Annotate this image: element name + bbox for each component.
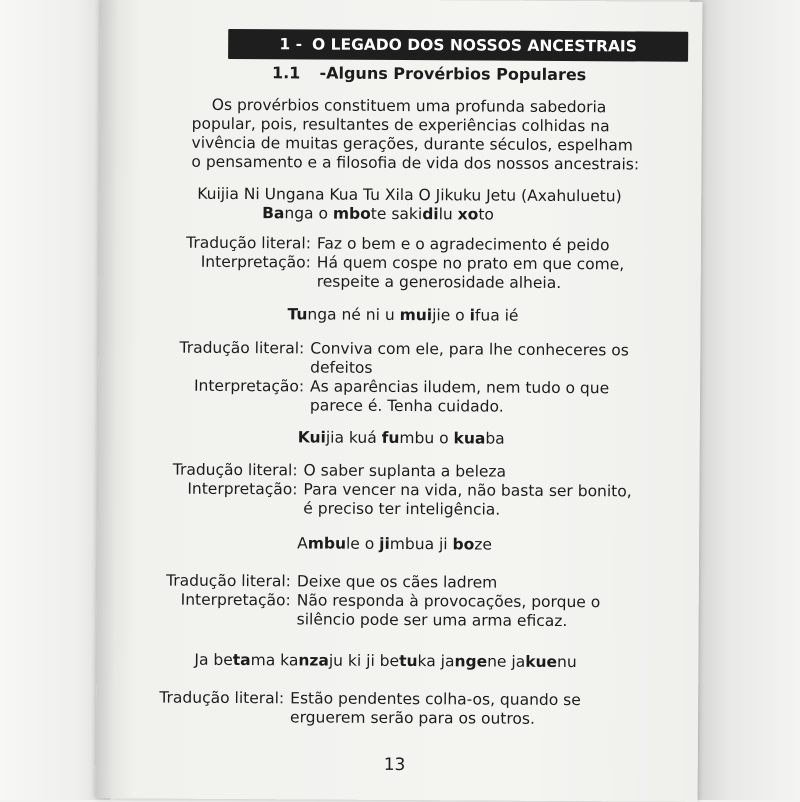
saying-segment: Tu: [287, 305, 308, 324]
saying-segment: ma ka: [250, 651, 299, 670]
saying-segment: ka ja: [417, 652, 455, 671]
interpretation-text: Para vencer na vida, não basta ser bonito,: [303, 480, 632, 501]
saying-segment: to: [478, 205, 494, 224]
chapter-number: 1 -: [279, 35, 303, 54]
saying-segment: nge: [454, 652, 488, 671]
saying-segment: kue: [525, 652, 558, 671]
saying-segment: te saki: [370, 204, 423, 224]
saying-segment: ji: [379, 534, 390, 553]
saying-segment: ze: [474, 535, 493, 554]
book-page: [96, 0, 703, 802]
literal-label: Tradução literal:: [172, 460, 298, 480]
saying-segment: i: [469, 306, 475, 325]
proverb-heading: Kuijia Ni Ungana Kua Tu Xila O Jikuku Jetu (Axahuluetu): [197, 184, 622, 206]
interpretation-text: Não responda à provocações, porque o: [296, 591, 601, 612]
saying-segment: kua: [453, 429, 486, 448]
saying-segment: Ja be: [194, 650, 233, 669]
background-left: [0, 0, 110, 800]
section-title: -Alguns Provérbios Populares: [319, 63, 587, 85]
proverb-saying: [262, 204, 494, 224]
section-heading: [272, 63, 586, 84]
literal-text: Conviva com ele, para lhe conheceres os: [310, 339, 629, 360]
literal-label: Tradução literal:: [166, 571, 291, 591]
saying-segment: fua ié: [474, 306, 519, 325]
saying-segment: lu: [438, 205, 458, 224]
interpretation-text: As aparências iludem, nem tudo o que: [310, 377, 610, 398]
page-number: 13: [383, 754, 406, 776]
chapter-header: [228, 29, 688, 62]
literal-label: Tradução literal:: [179, 338, 305, 358]
saying-segment: mbua ji: [389, 534, 453, 554]
saying-segment: ba: [485, 429, 505, 448]
literal-text: O saber suplanta a beleza: [303, 461, 507, 481]
saying-segment: fu: [381, 428, 400, 448]
background-right: [690, 0, 800, 800]
saying-segment: nu: [557, 652, 577, 672]
interpretation-text: é preciso ter inteligência.: [303, 499, 501, 519]
saying-segment: le o: [345, 534, 380, 553]
literal-text: Deixe que os cães ladrem: [296, 572, 498, 592]
saying-segment: mbo: [332, 204, 371, 223]
literal-label: Tradução literal:: [186, 233, 312, 253]
intro-line: Os provérbios constituem uma profunda sabedoria: [211, 95, 607, 117]
interpretation-text: respeite a generosidade alheia.: [316, 272, 562, 292]
chapter-title: O LEGADO DOS NOSSOS ANCESTRAIS: [312, 35, 637, 56]
saying-segment: ta: [232, 650, 251, 670]
saying-segment: A: [297, 534, 308, 553]
proverb-saying: [287, 305, 518, 325]
proverb-saying: [194, 651, 576, 672]
saying-segment: jie o: [432, 306, 470, 325]
saying-segment: xo: [457, 205, 479, 224]
saying-segment: di: [422, 205, 439, 224]
intro-line: o pensamento e a filosofia de vida dos nossos ancestrais:: [191, 152, 640, 174]
literal-text: defeitos: [310, 358, 373, 377]
section-number: 1.1: [271, 63, 301, 83]
interpretation-label: Interpretação:: [180, 590, 291, 610]
interpretation-text: parece é. Tenha cuidado.: [309, 396, 504, 416]
proverb-saying: [298, 428, 505, 448]
literal-text: Estão pendentes colha-os, quando se: [290, 689, 581, 710]
saying-segment: nga o: [284, 204, 333, 223]
interpretation-label: Interpretação:: [187, 479, 298, 499]
interpretation-text: Há quem cospe no prato em que come,: [316, 253, 625, 274]
proverb-saying: [297, 534, 492, 554]
saying-segment: bo: [452, 535, 475, 554]
interpretation-label: Interpretação:: [193, 376, 305, 396]
interpretation-label: Interpretação:: [200, 252, 311, 272]
saying-segment: mui: [399, 306, 433, 325]
literal-text: erguerem serão para os outros.: [290, 708, 535, 728]
literal-text: Faz o bem e o agradecimento é peido: [316, 234, 610, 255]
saying-segment: mbu o: [399, 429, 454, 448]
saying-segment: nga né ni u: [307, 305, 400, 325]
intro-line: vivência de muitas gerações, durante séculos, espelham: [191, 133, 634, 155]
saying-segment: nza: [298, 651, 329, 670]
saying-segment: jia kuá: [325, 428, 382, 447]
saying-segment: Kui: [297, 428, 326, 447]
saying-segment: tu: [399, 652, 418, 671]
saying-segment: Ba: [262, 204, 285, 223]
interpretation-text: silêncio pode ser uma arma eficaz.: [296, 610, 568, 631]
literal-label: Tradução literal:: [159, 688, 285, 708]
saying-segment: ju ki ji be: [328, 651, 400, 671]
intro-line: popular, pois, resultantes de experiências colhidas na: [191, 114, 610, 136]
saying-segment: mbu: [307, 534, 347, 553]
saying-segment: ne ja: [487, 652, 526, 671]
